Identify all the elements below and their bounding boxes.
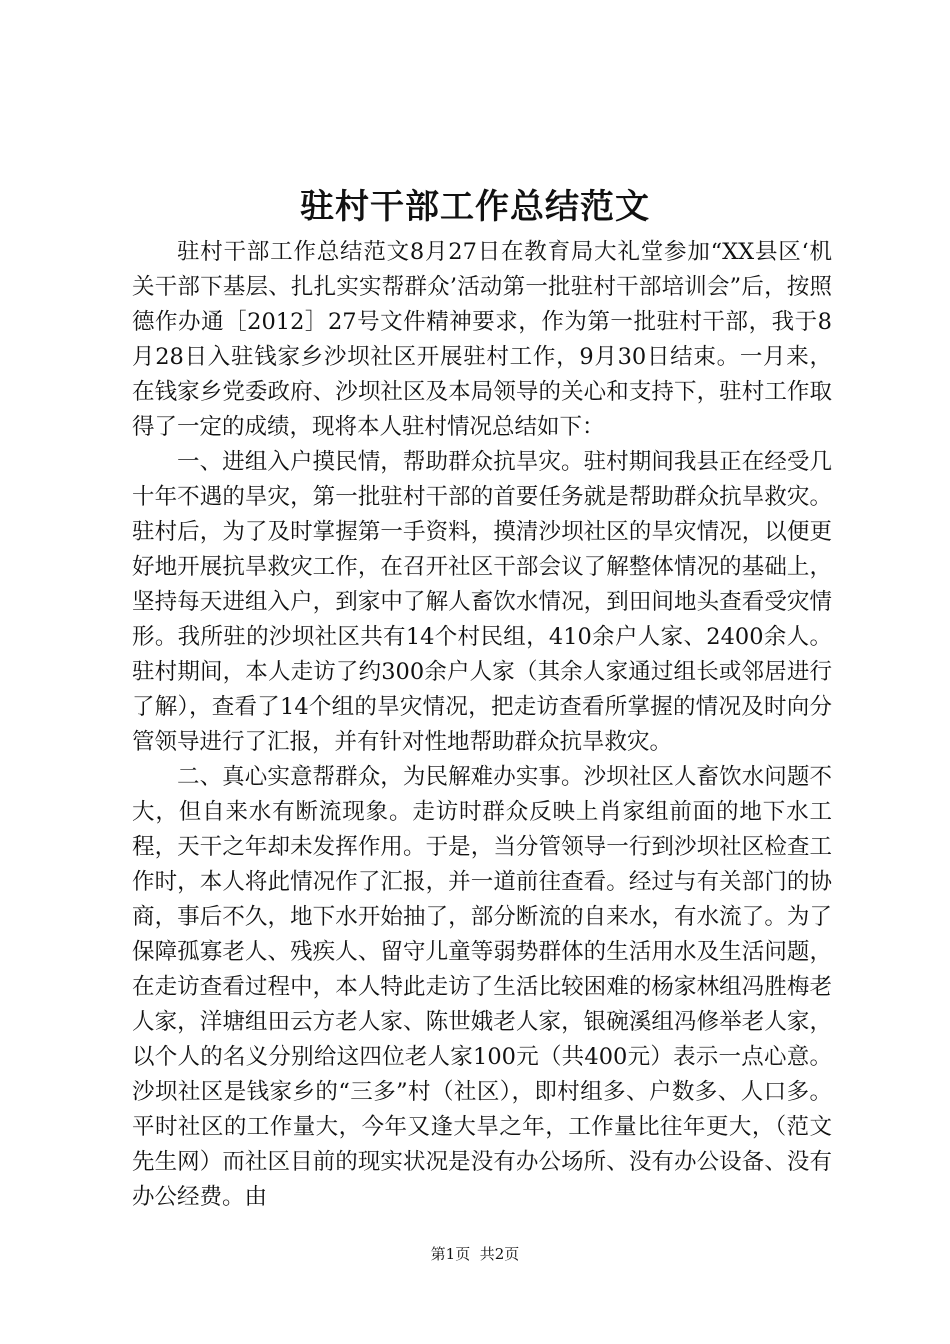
page-number: 第1页: [430, 1245, 471, 1263]
document-body: [132, 235, 832, 1215]
paragraph-section-2: 二、真心实意帮群众，为民解难办实事。沙坝社区人畜饮水问题不大，但自来水有断流现象。走访时群众反映上肖家组前面的地下水工程，天干之年却未发挥作用。于是，当分管领导一行到沙坝社区检查工作时，本人将此情况作了汇报，并一道前往查看。经过与有关部门的协商，事后不久，地下水开始抽了，部分断流的自来水，有水流了。为了保障孤寡老人、残疾人、留守儿童等弱势群体的生活用水及生活问题，在走访查看过程中，本人特此走访了生活比较困难的杨家林组冯胜梅老人家，洋塘组田云方老人家、陈世娥老人家，银碗溪组冯修举老人家，以个人的名义分别给这四位老人家100元（共400元）表示一点心意。沙坝社区是钱家乡的“三多”村（社区），即村组多、户数多、人口多。平时社区的工作量大，今年又逢大旱之年，工作量比往年更大，（范文先生网）而社区目前的现实状况是没有办公场所、没有办公设备、没有办公经费。由: [132, 764, 832, 1210]
paragraph-intro: 驻村干部工作总结范文8月27日在教育局大礼堂参加“XX县区‘机关干部下基层、扎扎实实帮群众’活动第一批驻村干部培训会”后，按照德作办通［2012］27号文件精神要求，作为第一批驻村干部，我于8月28日入驻钱家乡沙坝社区开展驻村工作，9月30日结束。一月来，在钱家乡党委政府、沙坝社区及本局领导的关心和支持下，驻村工作取得了一定的成绩，现将本人驻村情况总结如下：: [132, 239, 832, 440]
paragraph-section-1: 一、进组入户摸民情，帮助群众抗旱灾。驻村期间我县正在经受几十年不遇的旱灾，第一批驻村干部的首要任务就是帮助群众抗旱救灾。驻村后，为了及时掌握第一手资料，摸清沙坝社区的旱灾情况，以便更好地开展抗旱救灾工作，在召开社区干部会议了解整体情况的基础上，坚持每天进组入户，到家中了解人畜饮水情况，到田间地头查看受灾情形。我所驻的沙坝社区共有14个村民组，410余户人家、2400余人。驻村期间，本人走访了约300余户人家（其余人家通过组长或邻居进行了解），查看了14个组的旱灾情况，把走访查看所掌握的情况及时向分管领导进行了汇报，并有针对性地帮助群众抗旱救灾。: [132, 449, 832, 755]
document-title: 驻村干部工作总结范文: [300, 187, 650, 227]
page-footer: [0, 1243, 950, 1265]
page-total: 共2页: [479, 1245, 520, 1263]
